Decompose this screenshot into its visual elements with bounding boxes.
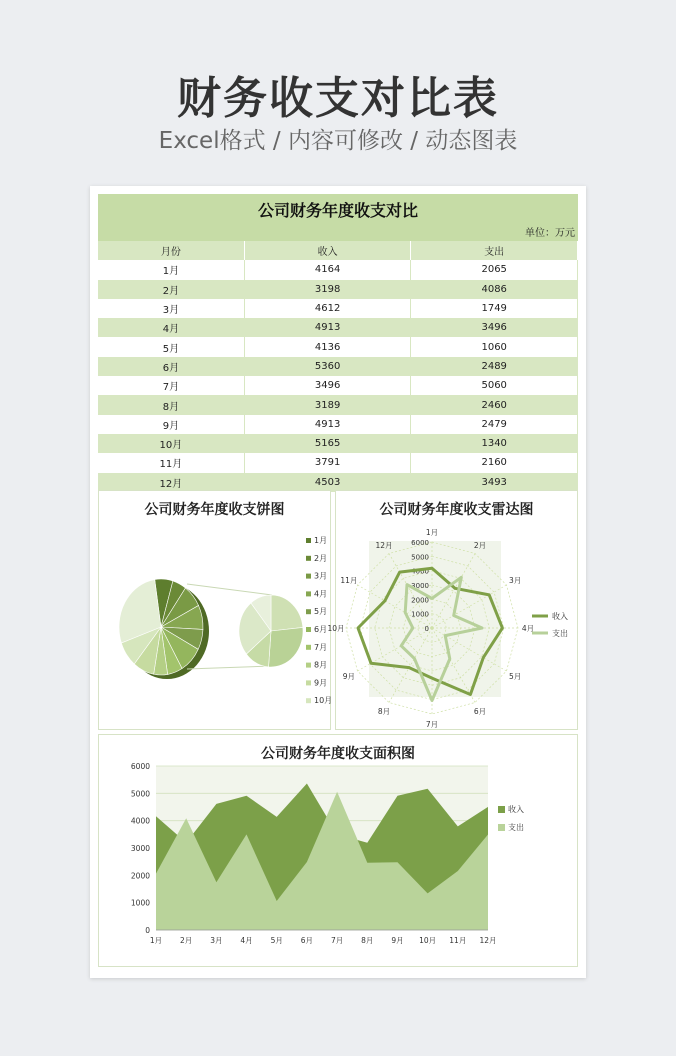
table-row	[98, 299, 578, 318]
area-ytick-label: 2000	[130, 871, 150, 881]
table-row	[98, 434, 578, 453]
header-income: 收入	[244, 241, 411, 260]
income-cell: 4503	[244, 473, 411, 492]
month-cell: 4月	[98, 318, 244, 337]
pie-legend-swatch	[306, 663, 311, 668]
radar-tick-label: 2000	[411, 596, 429, 605]
area-xtick-label: 8月	[361, 936, 374, 945]
pie-legend-label: 3月	[314, 571, 328, 581]
expense-cell: 2460	[411, 395, 578, 414]
table-row	[98, 473, 578, 492]
income-cell: 3189	[244, 395, 411, 414]
radar-category-label: 9月	[342, 672, 356, 681]
income-cell: 5360	[244, 357, 411, 376]
income-cell: 4913	[244, 415, 411, 434]
radar-category-label: 8月	[377, 707, 391, 717]
area-xtick-label: 10月	[419, 936, 437, 945]
pie-legend-swatch	[306, 574, 311, 579]
pie-chart-panel	[98, 490, 331, 730]
area-xtick-label: 11月	[449, 936, 467, 945]
finance-table-wrap	[98, 194, 578, 492]
area-legend-swatch	[498, 824, 505, 831]
month-cell: 1月	[98, 260, 244, 279]
pie-connector-line	[187, 666, 272, 669]
radar-category-label: 11月	[340, 576, 358, 585]
radar-category-label: 1月	[425, 528, 439, 537]
radar-category-label: 12月	[375, 540, 393, 550]
pie-legend-swatch	[306, 698, 311, 703]
pie-legend-swatch	[306, 627, 311, 632]
pie-legend-label: 9月	[314, 678, 328, 688]
pie-legend-swatch	[306, 645, 311, 650]
month-cell: 7月	[98, 376, 244, 395]
radar-tick-label: 3000	[411, 582, 429, 590]
table-row	[98, 357, 578, 376]
income-cell: 3496	[244, 376, 411, 395]
header-month: 月份	[98, 241, 244, 260]
header-expense: 支出	[411, 241, 578, 260]
table-row	[98, 280, 578, 299]
table-row	[98, 376, 578, 395]
expense-cell: 2489	[411, 357, 578, 376]
month-cell: 2月	[98, 280, 244, 299]
radar-plot-area	[369, 541, 501, 697]
area-xtick-label: 2月	[180, 936, 193, 945]
area-xtick-label: 4月	[240, 936, 253, 945]
area-xtick-label: 6月	[300, 936, 314, 945]
area-xtick-label: 9月	[391, 936, 404, 945]
area-legend-label: 支出	[508, 823, 524, 832]
expense-cell: 2479	[411, 415, 578, 434]
pie-secondary-slice	[271, 595, 303, 631]
month-cell: 3月	[98, 299, 244, 318]
radar-tick-label: 1000	[411, 610, 429, 619]
month-cell: 12月	[98, 473, 244, 492]
expense-cell: 1340	[411, 434, 578, 453]
table-row	[98, 337, 578, 356]
pie-legend-swatch	[306, 609, 311, 614]
radar-category-label: 4月	[521, 624, 535, 633]
radar-chart-svg	[327, 491, 579, 731]
income-cell: 3791	[244, 453, 411, 472]
pie-legend-label: 2月	[314, 553, 328, 563]
table-row	[98, 260, 578, 279]
area-ytick-label: 3000	[130, 844, 150, 853]
radar-category-label: 6月	[473, 707, 487, 717]
pie-legend-swatch	[306, 538, 311, 543]
hero-subtitle: Excel格式 / 内容可修改 / 动态图表	[158, 128, 518, 154]
table-row	[98, 415, 578, 434]
radar-tick-label: 0	[424, 625, 429, 633]
month-cell: 11月	[98, 453, 244, 472]
pie-legend-label: 6月	[314, 625, 328, 634]
table-header-row	[98, 241, 578, 260]
income-cell: 4136	[244, 337, 411, 356]
income-cell: 4913	[244, 318, 411, 337]
pie-connector-line	[187, 584, 272, 595]
income-cell: 3198	[244, 280, 411, 299]
month-cell: 5月	[98, 337, 244, 356]
pie-secondary-slice	[269, 627, 303, 667]
finance-table	[98, 241, 578, 492]
pie-legend-label: 8月	[314, 660, 328, 670]
pie-legend-label: 7月	[314, 642, 328, 652]
expense-cell: 2065	[411, 260, 578, 279]
hero-title: 财务收支对比表	[177, 73, 499, 124]
expense-cell: 1749	[411, 299, 578, 318]
spreadsheet-sheet	[90, 186, 586, 978]
radar-legend-label: 收入	[552, 612, 568, 621]
area-chart-panel	[98, 734, 578, 967]
table-title: 公司财务年度收支对比	[98, 194, 578, 227]
income-cell: 4612	[244, 299, 411, 318]
radar-category-label: 3月	[508, 576, 522, 585]
area-xtick-label: 7月	[330, 936, 344, 945]
radar-category-label: 5月	[508, 672, 522, 681]
area-chart-svg	[99, 735, 579, 968]
pie-legend-label: 10月	[314, 696, 333, 706]
pie-legend-swatch	[306, 591, 311, 596]
expense-cell: 5060	[411, 376, 578, 395]
radar-category-label: 7月	[425, 720, 439, 729]
pie-legend-label: 5月	[314, 607, 328, 617]
table-unit: 单位：万元	[98, 227, 578, 241]
expense-cell: 2160	[411, 453, 578, 472]
area-legend-swatch	[498, 806, 505, 813]
table-row	[98, 453, 578, 472]
month-cell: 8月	[98, 395, 244, 414]
expense-cell: 1060	[411, 337, 578, 356]
table-row	[98, 395, 578, 414]
pie-legend-label: 4月	[314, 589, 328, 599]
pie-legend-swatch	[306, 680, 311, 685]
expense-cell: 3493	[411, 473, 578, 492]
radar-legend-label: 支出	[552, 629, 568, 638]
table-row	[98, 318, 578, 337]
area-ytick-label: 4000	[130, 816, 150, 826]
area-legend-label: 收入	[508, 805, 524, 814]
area-xtick-label: 3月	[210, 936, 223, 945]
month-cell: 10月	[98, 434, 244, 453]
radar-category-label: 10月	[327, 624, 345, 633]
pie-legend-swatch	[306, 556, 311, 561]
area-chart-title: 公司财务年度收支面积图	[261, 746, 415, 762]
area-ytick-label: 1000	[130, 898, 150, 908]
area-ytick-label: 6000	[130, 762, 150, 771]
pie-chart-svg	[99, 491, 332, 731]
radar-tick-label: 4000	[411, 567, 429, 576]
pie-legend-label: 1月	[314, 536, 328, 545]
income-cell: 5165	[244, 434, 411, 453]
table-body	[98, 260, 578, 492]
area-xtick-label: 1月	[149, 936, 163, 945]
radar-category-label: 2月	[473, 540, 487, 550]
month-cell: 6月	[98, 357, 244, 376]
income-cell: 4164	[244, 260, 411, 279]
area-ytick-label: 5000	[130, 789, 150, 799]
expense-cell: 3496	[411, 318, 578, 337]
month-cell: 9月	[98, 415, 244, 434]
radar-tick-label: 5000	[411, 553, 429, 562]
radar-chart-panel	[327, 490, 578, 730]
area-xtick-label: 5月	[270, 936, 283, 945]
area-xtick-label: 12月	[479, 936, 497, 945]
radar-chart-title: 公司财务年度收支雷达图	[379, 502, 534, 518]
radar-tick-label: 6000	[411, 539, 429, 547]
expense-cell: 4086	[411, 280, 578, 299]
pie-chart-title: 公司财务年度收支饼图	[144, 502, 285, 518]
area-ytick-label: 0	[145, 926, 150, 935]
